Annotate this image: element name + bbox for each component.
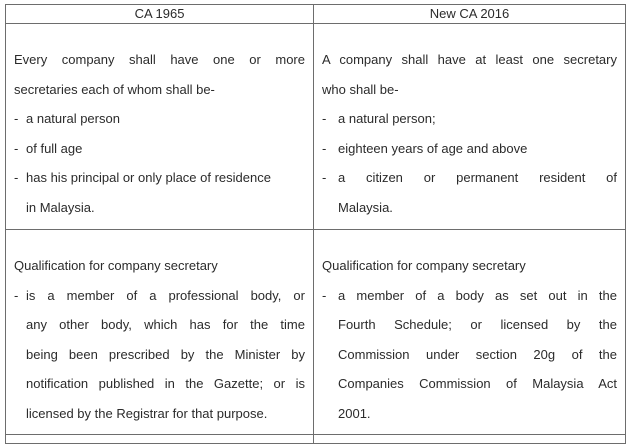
list-item: - a member of a body as set out in the (322, 281, 617, 311)
list-item-continuation: in Malaysia. (26, 199, 95, 215)
list-item: - has his principal or only place of residence (14, 163, 305, 193)
list-item-continuation: being been prescribed by the Minister by (26, 346, 305, 362)
list-item-continuation: any other body, which has for the time (26, 317, 305, 332)
list-item: - is a member of a professional body, or (14, 281, 305, 311)
empty-cell (314, 435, 626, 444)
list-item-continuation: Malaysia. (338, 199, 393, 215)
list-item: - a citizen or permanent resident of (322, 163, 617, 193)
list-item-continuation: notification published in the Gazette; or is (26, 376, 305, 391)
ca2016-qualification-cell (314, 230, 626, 435)
header-ca-1965: CA 1965 (6, 5, 314, 24)
dash-bullet: - (14, 140, 19, 156)
list-item-continuation: licensed by the Registrar for that purpose. (26, 405, 268, 421)
list-item-continuation: 2001. (338, 405, 371, 421)
header-row (6, 5, 626, 24)
dash-bullet: - (322, 287, 327, 303)
ca1965-qualification-cell (6, 230, 314, 435)
list-item: - eighteen years of age and above (322, 134, 617, 164)
qualification-heading: Qualification for company secretary (14, 258, 218, 273)
comparison-table (5, 4, 626, 444)
list-item: - a natural person (14, 104, 305, 134)
list-item: - a natural person; (322, 104, 617, 134)
dash-bullet: - (14, 287, 19, 303)
dash-bullet: - (322, 140, 327, 156)
intro-line: secretaries each of whom shall be- (14, 81, 215, 97)
ca1965-secretary-cell (6, 24, 314, 230)
intro-line: Every company shall have one or more (14, 52, 305, 67)
empty-cell (6, 435, 314, 444)
table-row (6, 230, 626, 435)
intro-line: A company shall have at least one secretary (322, 52, 617, 67)
dash-bullet: - (322, 170, 327, 185)
dash-bullet: - (14, 170, 19, 185)
ca2016-secretary-cell (314, 24, 626, 230)
list-item-continuation: Commission under section 20g of the (338, 346, 617, 362)
list-item-continuation: Fourth Schedule; or licensed by the (338, 317, 617, 332)
list-item: - of full age (14, 134, 305, 164)
list-item-continuation: Companies Commission of Malaysia Act (338, 376, 617, 391)
dash-bullet: - (14, 111, 19, 126)
table-row (6, 24, 626, 230)
qualification-heading: Qualification for company secretary (322, 258, 526, 273)
header-new-ca-2016: New CA 2016 (314, 5, 626, 24)
table-row (6, 435, 626, 444)
intro-line: who shall be- (322, 81, 399, 97)
dash-bullet: - (322, 111, 327, 126)
